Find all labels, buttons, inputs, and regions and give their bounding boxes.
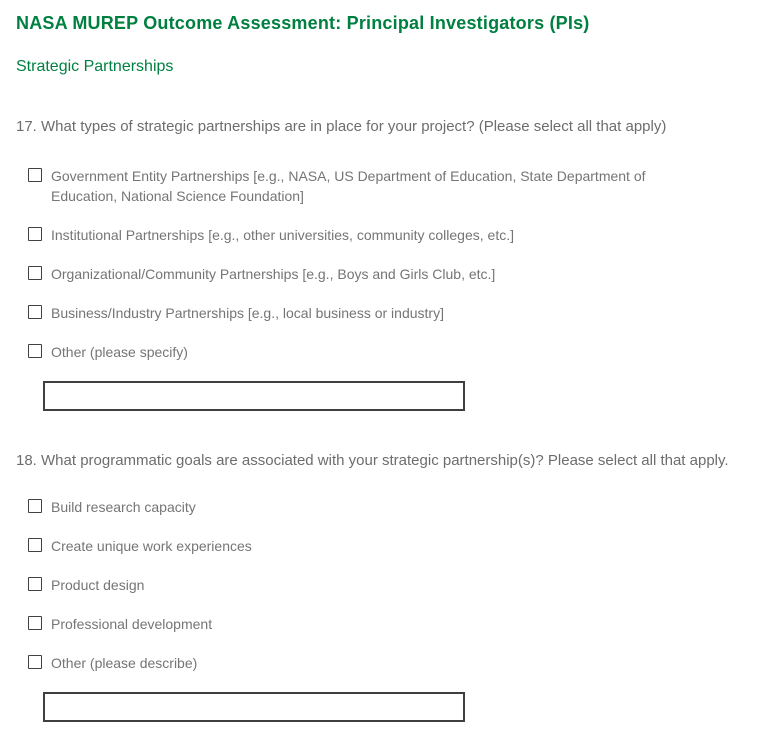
option-product-design[interactable] (28, 575, 746, 595)
option-label[interactable]: Business/Industry Partnerships [e.g., local business or industry] (51, 305, 444, 321)
section-title: Strategic Partnerships (16, 58, 174, 75)
question-17-other-input[interactable] (43, 381, 465, 411)
option-label[interactable]: Other (please specify) (51, 344, 188, 360)
checkbox[interactable] (28, 344, 42, 358)
checkbox[interactable] (28, 655, 42, 669)
option-label[interactable]: Other (please describe) (51, 655, 198, 671)
question-17-options (16, 166, 746, 362)
option-professional-development[interactable] (28, 614, 746, 634)
option-business-industry-partnerships[interactable] (28, 303, 746, 323)
checkbox[interactable] (28, 168, 42, 182)
question-17 (16, 117, 746, 411)
option-other-specify[interactable] (28, 342, 746, 362)
option-label[interactable]: Build research capacity (51, 499, 196, 515)
option-other-describe[interactable] (28, 653, 746, 673)
question-18-options (16, 497, 746, 673)
question-18-other-wrap (43, 692, 746, 722)
option-label[interactable]: Organizational/Community Partnerships [e.g., Boys and Girls Club, etc.] (51, 266, 496, 282)
checkbox[interactable] (28, 577, 42, 591)
checkbox[interactable] (28, 616, 42, 630)
page-title: NASA MUREP Outcome Assessment: Principal Investigators (PIs) (16, 13, 590, 33)
checkbox[interactable] (28, 266, 42, 280)
option-institutional-partnerships[interactable] (28, 225, 746, 245)
question-18-other-input[interactable] (43, 692, 465, 722)
checkbox[interactable] (28, 305, 42, 319)
option-government-entity-partnerships[interactable] (28, 166, 746, 206)
option-label[interactable]: Product design (51, 577, 145, 593)
option-create-unique-work-experiences[interactable] (28, 536, 746, 556)
option-label[interactable]: Government Entity Partnerships [e.g., NASA, US Department of Education, State Department of Education, National Science Foundation] (51, 168, 646, 204)
question-17-other-wrap (43, 381, 746, 411)
question-17-text: 17. What types of strategic partnerships are in place for your project? (Please select all that apply) (16, 118, 667, 135)
checkbox[interactable] (28, 227, 42, 241)
question-18-text: 18. What programmatic goals are associated with your strategic partnership(s)? Please select all that apply. (16, 452, 729, 469)
checkbox[interactable] (28, 499, 42, 513)
option-label[interactable]: Institutional Partnerships [e.g., other universities, community colleges, etc.] (51, 227, 514, 243)
option-build-research-capacity[interactable] (28, 497, 746, 517)
checkbox[interactable] (28, 538, 42, 552)
option-label[interactable]: Professional development (51, 616, 213, 632)
question-18 (16, 451, 746, 722)
option-label[interactable]: Create unique work experiences (51, 538, 252, 554)
option-organizational-community-partnerships[interactable] (28, 264, 746, 284)
